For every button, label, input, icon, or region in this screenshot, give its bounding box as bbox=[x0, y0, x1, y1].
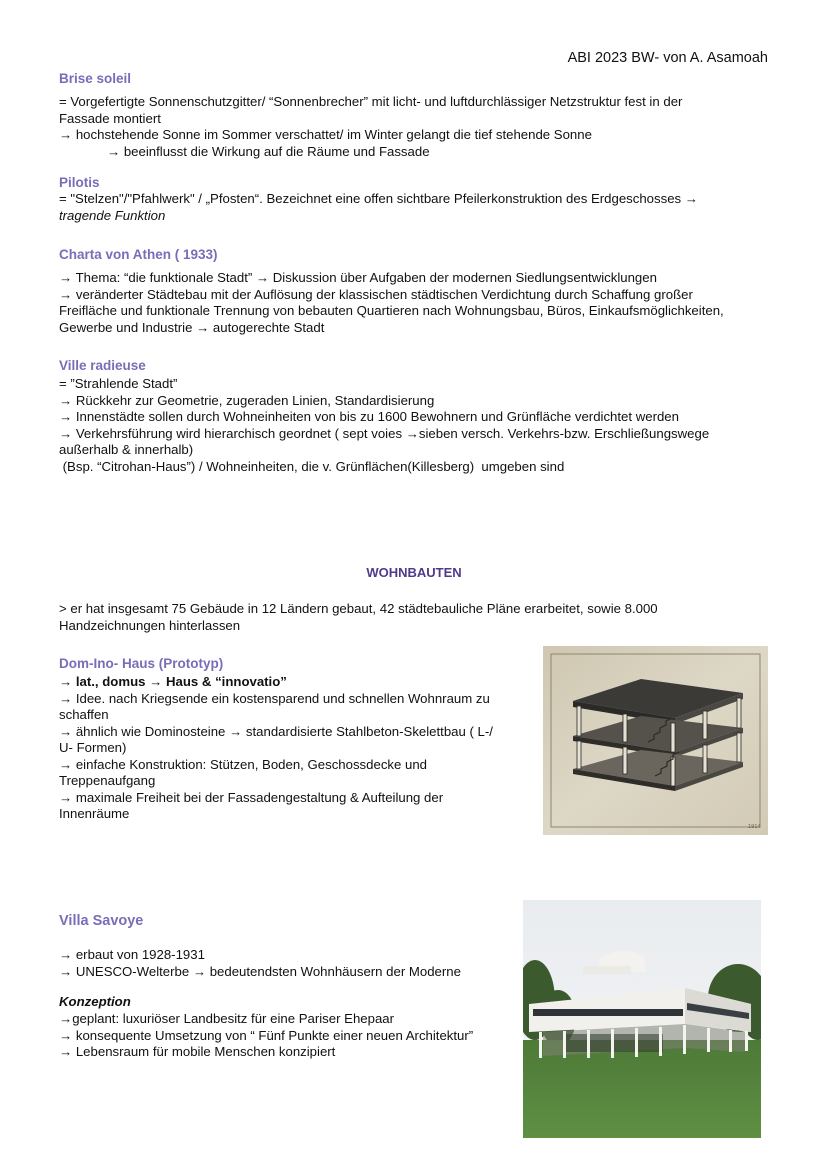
text-line: = "Stelzen"/"Pfahlwerk" / „Pfosten“. Bezeichnet eine offen sichtbare Pfeilerkonstruktion des Erdgeschosses → bbox=[59, 191, 698, 206]
document-header: ABI 2023 BW- von A. Asamoah bbox=[567, 50, 768, 66]
domino-heading: Dom-Ino- Haus (Prototyp) bbox=[59, 656, 224, 671]
text-line: Handzeichnungen hinterlassen bbox=[59, 617, 241, 633]
domino-sketch-image bbox=[543, 646, 768, 835]
text-line: → hochstehende Sonne im Sommer verschattet/ im Winter gelangt die tief stehende Sonne bbox=[59, 127, 592, 142]
konzeption-subheading: Konzeption bbox=[59, 994, 131, 1009]
sketch-mark: 1914 bbox=[748, 824, 761, 830]
text-line: →geplant: luxuriöser Landbesitz für eine Pariser Ehepaar bbox=[59, 1011, 395, 1026]
text-line: → UNESCO-Welterbe → bedeutendsten Wohnhäusern der Moderne bbox=[59, 963, 461, 979]
text-line: = Vorgefertigte Sonnenschutzgitter/ “Sonnenbrecher” mit licht- und luftdurchlässiger Netzstruktur fest in der bbox=[59, 94, 683, 109]
savoye-heading: Villa Savoye bbox=[59, 913, 144, 929]
domino-sketch-drawing bbox=[543, 646, 768, 835]
text-line: → Verkehrsführung wird hierarchisch geordnet ( sept voies →sieben versch. Verkehrs-bzw. Erschließungswege bbox=[59, 425, 710, 441]
charta-text bbox=[59, 270, 724, 336]
pilotis-text bbox=[59, 191, 698, 224]
text-line: schaffen bbox=[59, 707, 109, 722]
text-line: Innenräume bbox=[59, 806, 130, 821]
villa-savoye-photo bbox=[523, 900, 761, 1138]
text-line: → ähnlich wie Dominosteine → standardisierte Stahlbeton-Skelettbau ( L-/ bbox=[59, 723, 493, 739]
text-line: = ”Strahlende Stadt” bbox=[59, 376, 178, 391]
text-line: → Thema: “die funktionale Stadt” → Diskussion über Aufgaben der modernen Siedlungsentwicklungen bbox=[59, 270, 657, 285]
text-line: außerhalb & innerhalb) bbox=[59, 442, 194, 457]
text-line: → Lebensraum für mobile Menschen konzipiert bbox=[59, 1044, 336, 1059]
wohnbauten-text bbox=[59, 601, 658, 634]
text-line: U- Formen) bbox=[59, 740, 127, 755]
konzeption-text bbox=[59, 1011, 473, 1061]
wohnbauten-heading: WOHNBAUTEN bbox=[366, 565, 462, 580]
villa-savoye-drawing bbox=[523, 900, 761, 1138]
text-line: Treppenaufgang bbox=[59, 773, 156, 788]
text-line: → Idee. nach Kriegsende ein kostensparend und schnellen Wohnraum zu bbox=[59, 690, 490, 706]
text-line: → maximale Freiheit bei der Fassadengestaltung & Aufteilung der bbox=[59, 789, 444, 805]
text-line: → lat., domus → Haus & “innovatio” bbox=[59, 674, 287, 689]
text-line: → konsequente Umsetzung von “ Fünf Punkte einer neuen Architektur” bbox=[59, 1027, 474, 1043]
text-line: (Bsp. “Citrohan-Haus”) / Wohneinheiten, die v. Grünflächen(Killesberg) umgeben sind bbox=[59, 458, 565, 474]
text-line: → einfache Konstruktion: Stützen, Boden, Geschossdecke und bbox=[59, 756, 428, 772]
text-line: Gewerbe und Industrie → autogerechte Stadt bbox=[59, 319, 325, 335]
text-line: Fassade montiert bbox=[59, 110, 161, 126]
savoye-text bbox=[59, 947, 461, 980]
ville-radieuse-heading: Ville radieuse bbox=[59, 358, 146, 373]
text-line: → Rückkehr zur Geometrie, zugeraden Linien, Standardisierung bbox=[59, 392, 435, 408]
text-line: → veränderter Städtebau mit der Auflösung der klassischen städtischen Verdichtung durch Schaffung großer bbox=[59, 286, 693, 302]
ville-radieuse-text bbox=[59, 376, 709, 475]
text-line: Freifläche und funktionale Trennung von bebauten Quartieren nach Wohnungsbau, Büros, Einkaufsmöglichkeiten, bbox=[59, 303, 724, 318]
text-line: → beeinflusst die Wirkung auf die Räume und Fassade bbox=[107, 143, 430, 159]
brise-soleil-text bbox=[59, 94, 682, 160]
text-line: → Innenstädte sollen durch Wohneinheiten von bis zu 1600 Bewohnern und Grünfläche verdichtet werden bbox=[59, 409, 679, 424]
domino-text bbox=[59, 674, 493, 823]
text-line: > er hat insgesamt 75 Gebäude in 12 Ländern gebaut, 42 städtebauliche Pläne erarbeitet, sowie 8.000 bbox=[59, 601, 658, 616]
charta-heading: Charta von Athen ( 1933) bbox=[59, 247, 218, 262]
text-line: tragende Funktion bbox=[59, 207, 166, 223]
brise-soleil-heading: Brise soleil bbox=[59, 71, 132, 86]
text-line: → erbaut von 1928-1931 bbox=[59, 947, 205, 962]
pilotis-heading: Pilotis bbox=[59, 175, 100, 190]
